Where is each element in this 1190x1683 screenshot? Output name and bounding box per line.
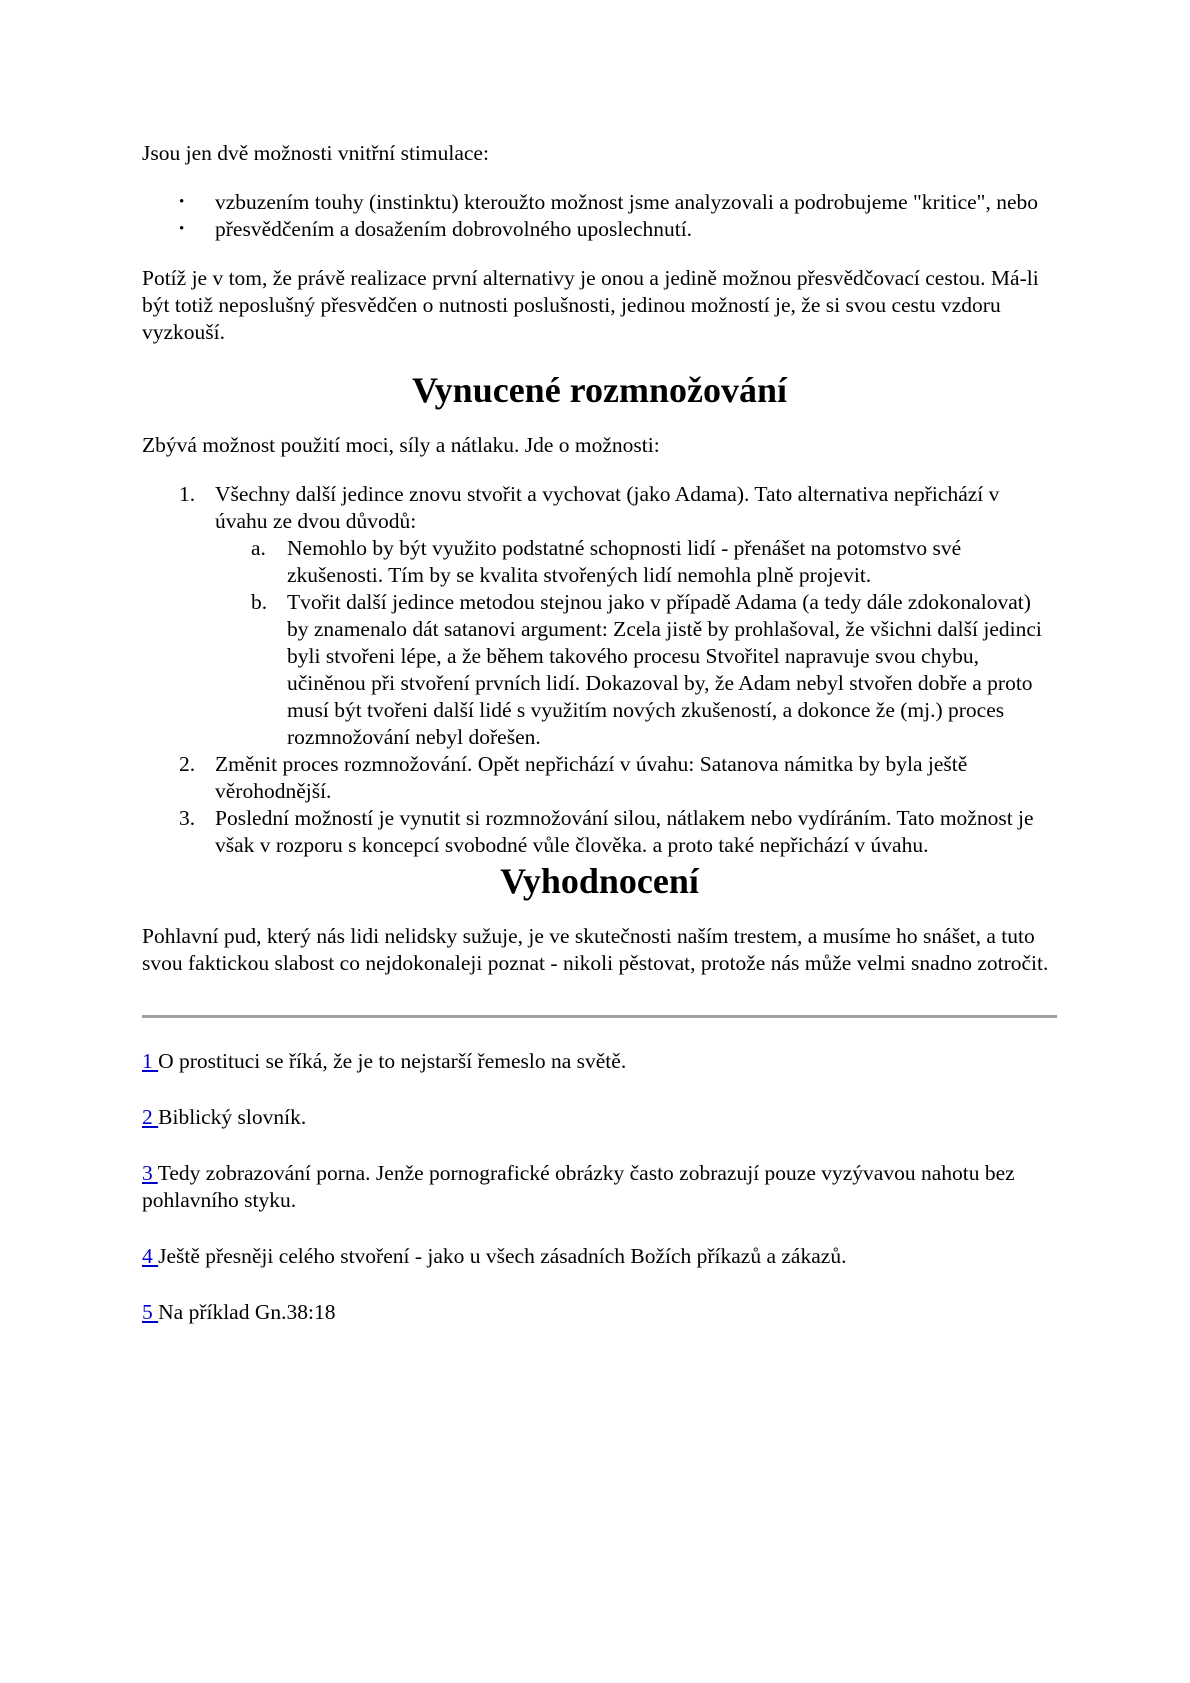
list-item: • vzbuzením touhy (instinktu) kteroužto možnost jsme analyzovali a podrobujeme "kritice", nebo — [179, 190, 1038, 214]
footnote-link[interactable]: 1 — [142, 1049, 159, 1073]
list-marker: a. — [251, 536, 266, 560]
footnote: 1 O prostituci se říká, že je to nejstarší řemeslo na světě. — [142, 1049, 627, 1073]
list-marker: 2. — [179, 752, 196, 776]
list-item: 3. Poslední možností je vynutit si rozmnožování silou, nátlakem nebo vydíráním. Tato možnost je však v rozporu s koncepcí svobodné vůle člověka. a proto také nepřichází v úvahu. — [179, 806, 1034, 857]
options-list — [142, 481, 1057, 859]
footnote-link[interactable]: 5 — [142, 1300, 159, 1324]
bullet-icon: • — [179, 194, 185, 210]
list-item: a. Nemohlo by být využito podstatné schopnosti lidí - přenášet na potomstvo své zkušenosti. Tím by se kvalita stvořených lidí nemohla plně projevit. — [251, 536, 962, 587]
footnote: 4 Ještě přesněji celého stvoření - jako u všech zásadních Božích příkazů a zákazů. — [142, 1244, 847, 1268]
list-marker: 1. — [179, 482, 196, 506]
footnote-link[interactable]: 4 — [142, 1244, 159, 1268]
list-item: • přesvědčením a dosažením dobrovolného uposlechnutí. — [179, 217, 693, 241]
section-heading: Vynucené rozmnožování — [411, 370, 787, 410]
document-page — [142, 140, 1057, 1355]
section-lead: Zbývá možnost použití moci, síly a nátlaku. Jde o možnosti: — [142, 433, 660, 457]
list-item: 2. Změnit proces rozmnožování. Opět nepřichází v úvahu: Satanova námitka by byla ještě věrohodnější. — [179, 752, 968, 803]
stimulation-list — [142, 189, 1057, 243]
footnote: 2 Biblický slovník. — [142, 1105, 307, 1129]
footnote-link[interactable]: 2 — [142, 1105, 159, 1129]
list-marker: 3. — [179, 806, 196, 830]
footnote: 5 Na příklad Gn.38:18 — [142, 1300, 336, 1324]
footnote-divider — [142, 1015, 1057, 1018]
paragraph: Potíž je v tom, že právě realizace první alternativy je onou a jedině možnou přesvědčovací cestou. Má-li být totiž neposlušný přesvědčen o nutnosti poslušnosti, jedinou možností je, že si svou cestu vzdoru vyzkouší. — [142, 266, 1039, 344]
list-marker: b. — [251, 590, 268, 614]
footnote-link[interactable]: 3 — [142, 1161, 158, 1185]
list-item: b. Tvořit další jedince metodou stejnou jako v případě Adama (a tedy dále zdokonalovat) by znamenalo dát satanovi argument: Zcela jistě by prohlašoval, že všichni další jedinci byli stvořeni lépe, a že během takového procesu Stvořitel napravuje svou chybu, učiněnou při stvoření prvních lidí. Dokazoval by, že Adam nebyl stvořen dobře a proto musí být tvořeni další lidé s využitím nových zkušeností, a dokonce že (mj.) proces rozmnožování nebyl dořešen. — [251, 590, 1042, 749]
paragraph: Pohlavní pud, který nás lidi nelidsky sužuje, je ve skutečnosti naším trestem, a musíme ho snášet, a tuto svou faktickou slabost co nejdokonaleji poznat - nikoli pěstovat, protože nás může velmi snadno zotročit. — [142, 924, 1049, 975]
footnote: 3 Tedy zobrazování porna. Jenže pornografické obrázky často zobrazují pouze vyzývavou nahotu bez pohlavního styku. — [142, 1161, 1015, 1212]
bullet-icon: • — [179, 221, 185, 237]
intro-text: Jsou jen dvě možnosti vnitřní stimulace: — [142, 141, 489, 165]
sub-list — [215, 535, 1057, 751]
list-item: 1. Všechny další jedince znovu stvořit a vychovat (jako Adama). Tato alternativa nepřichází v úvahu ze dvou důvodů: a. Nemohlo by být využito podstatné schopnosti lidí - přenášet na potomstvo své zkušenosti. Tím by se kvalita stvořených lidí nemohla plně projevit. b. Tvořit další jedince metodou stejnou jako v případě Adama (a tedy dále zdokonalovat) by znamenalo dát satanovi argument: Zcela jistě by prohlašoval, že všichni další jedinci byli stvořeni lépe, a že během takového procesu Stvořitel napravuje svou chybu, učiněnou při stvoření prvních lidí. Dokazoval by, že Adam nebyl stvořen dobře a proto musí být tvořeni další lidé s využitím nových zkušeností, a dokonce že (mj.) proces rozmnožování nebyl dořešen. — [215, 481, 1057, 751]
footnotes — [142, 1048, 1057, 1326]
section-heading: Vyhodnocení — [500, 861, 699, 901]
